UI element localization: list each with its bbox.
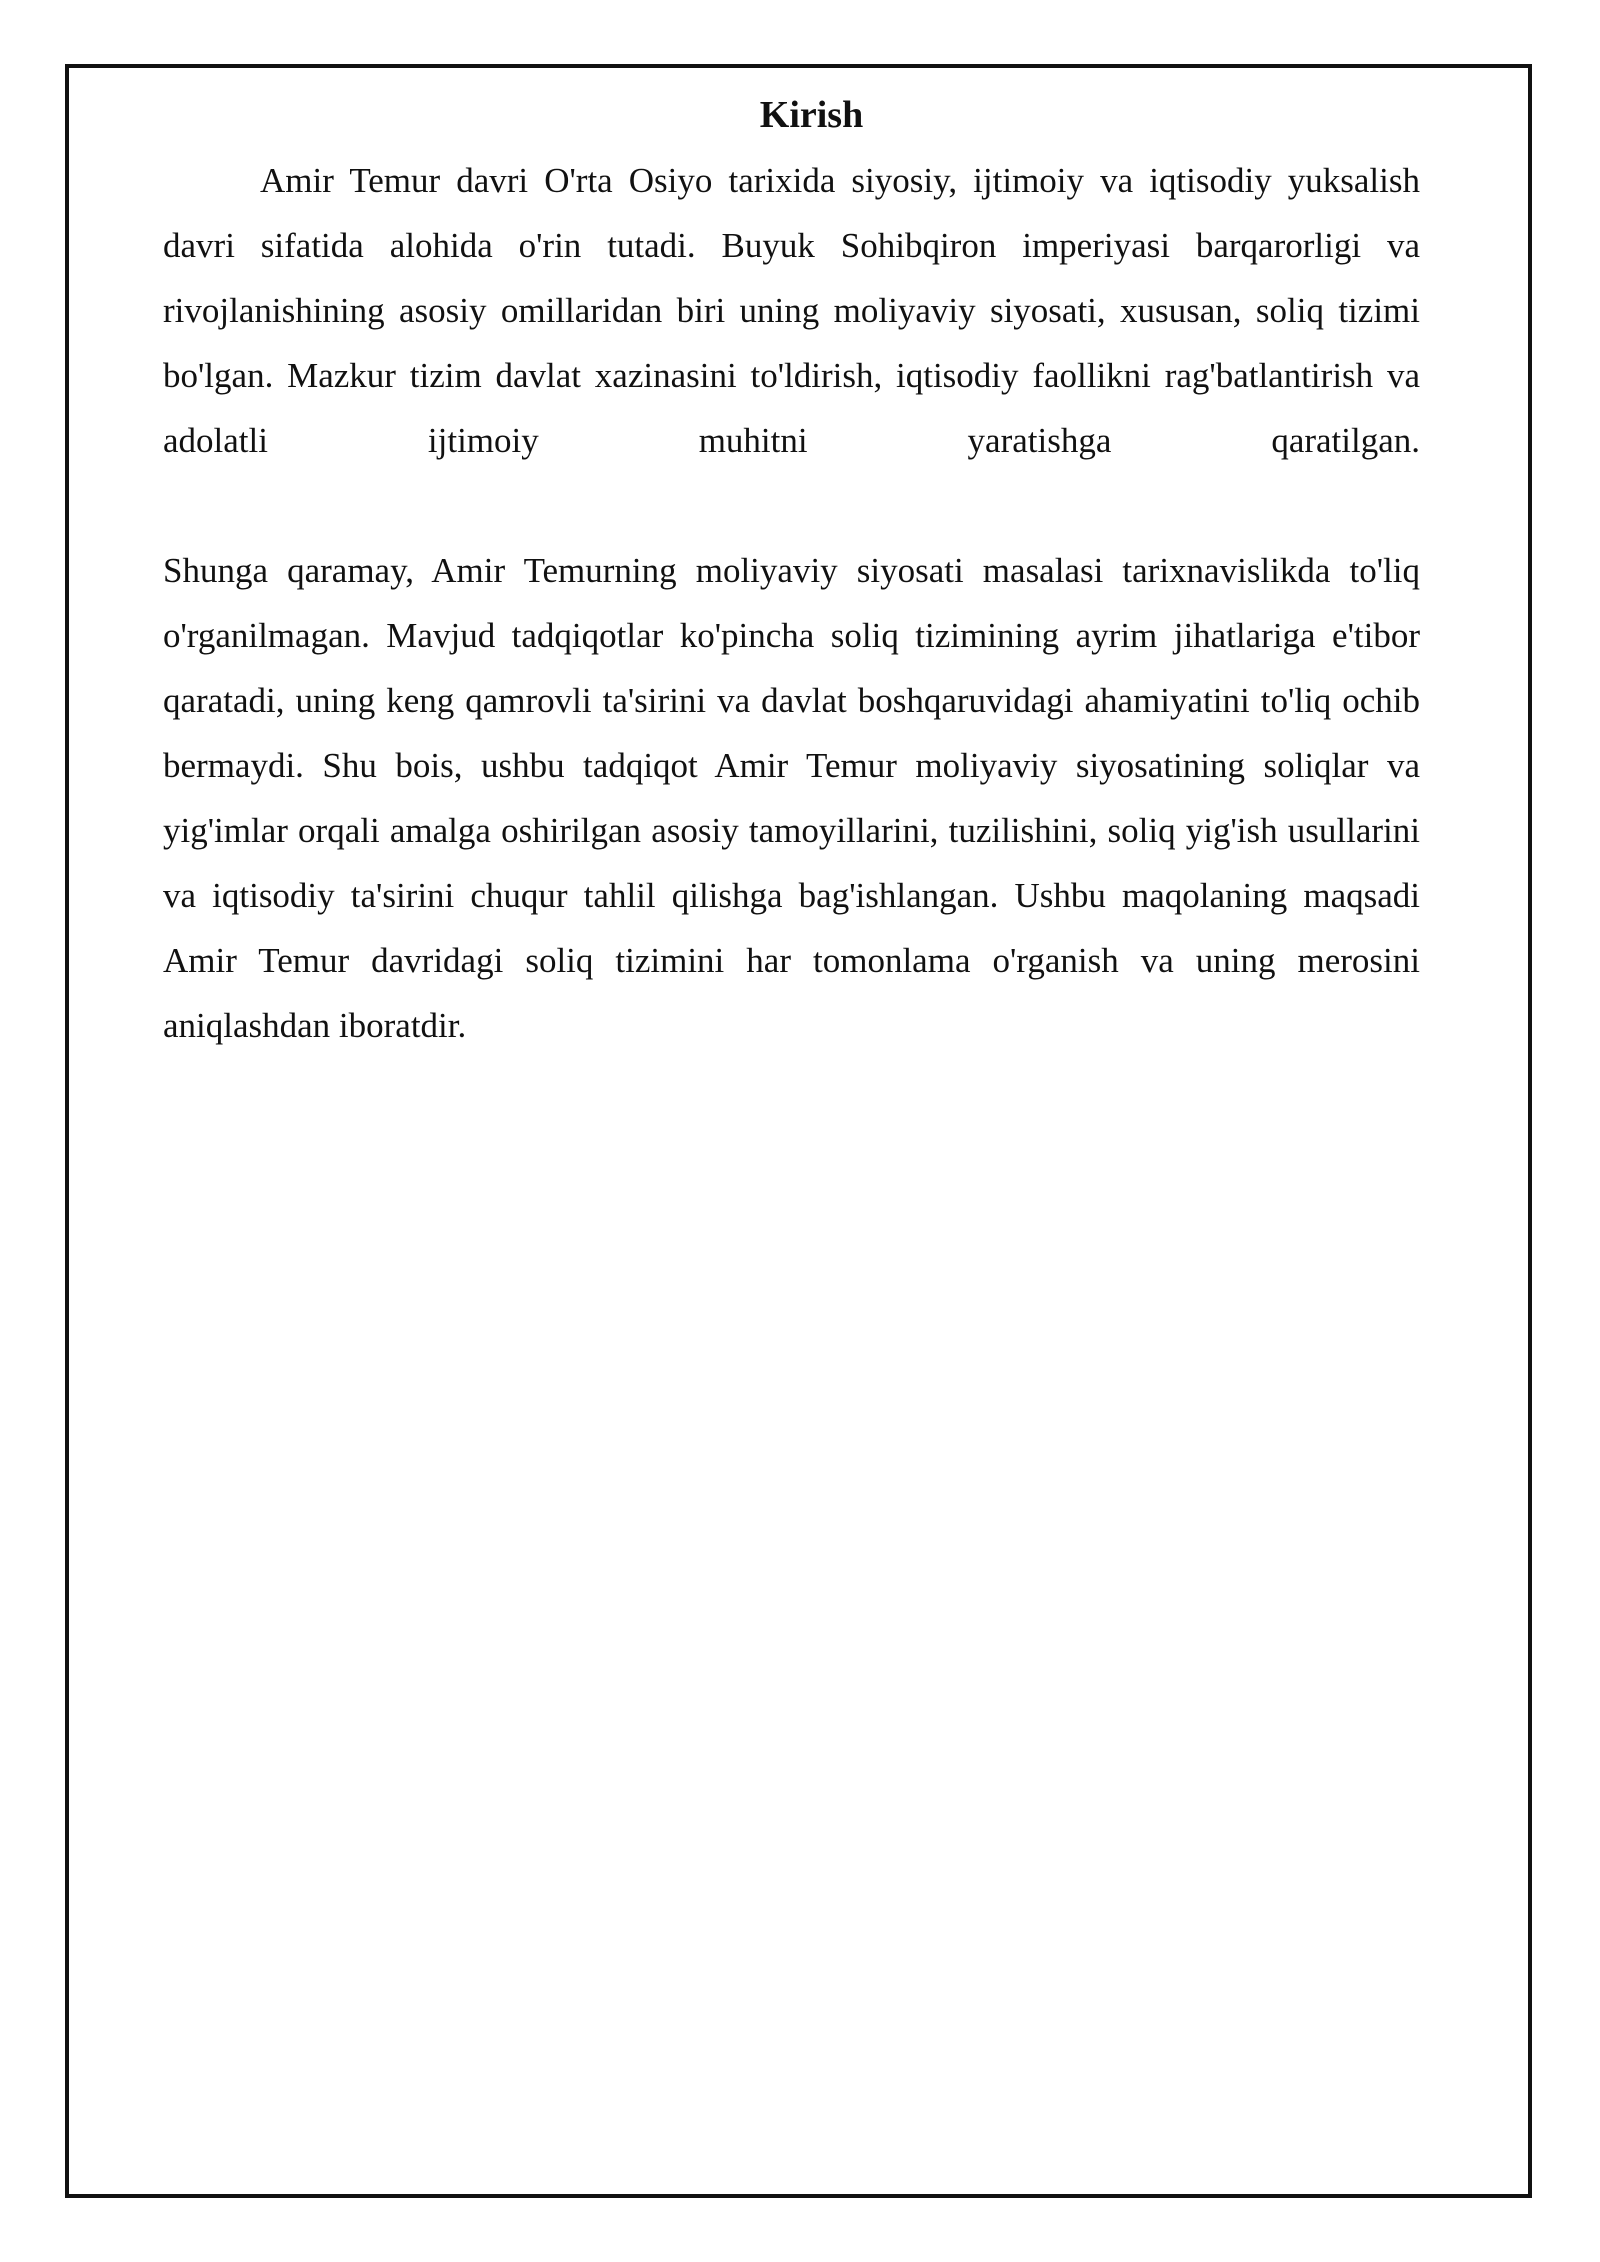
page-title: Kirish	[759, 94, 864, 136]
paragraph-spacer	[163, 473, 1420, 538]
paragraph-intro: Amir Temur davri O'rta Osiyo tarixida siyosiy, ijtimoiy va iqtisodiy yuksalish davri sifatida alohida o'rin tutadi. Buyuk Sohibqiron imperiyasi barqarorligi va rivojlanishining asosiy omillaridan biri uning moliyaviy siyosati, xususan, soliq tizimi bo'lgan. Mazkur tizim davlat xazinasini to'ldirish, iqtisodiy faollikni rag'batlantirish va adolatli ijtimoiy muhitni yaratishga qaratilgan.	[163, 161, 1420, 460]
paragraph-main: Shunga qaramay, Amir Temurning moliyaviy siyosati masalasi tarixnavislikda to'liq o'rganilmagan. Mavjud tadqiqotlar ko'pincha soliq tizimining ayrim jihatlariga e'tibor qaratadi, uning keng qamrovli ta'sirini va davlat boshqaruvidagi ahamiyatini to'liq ochib bermaydi. Shu bois, ushbu tadqiqot Amir Temur moliyaviy siyosatining soliqlar va yig'imlar orqali amalga oshirilgan asosiy tamoyillarini, tuzilishini, soliq yig'ish usullarini va iqtisodiy ta'sirini chuqur tahlil qilishga bag'ishlangan. Ushbu maqolaning maqsadi Amir Temur davridagi soliq tizimini har tomonlama o'rganish va uning merosini aniqlashdan iboratdir.	[163, 551, 1420, 1045]
document-body	[163, 90, 1420, 1058]
